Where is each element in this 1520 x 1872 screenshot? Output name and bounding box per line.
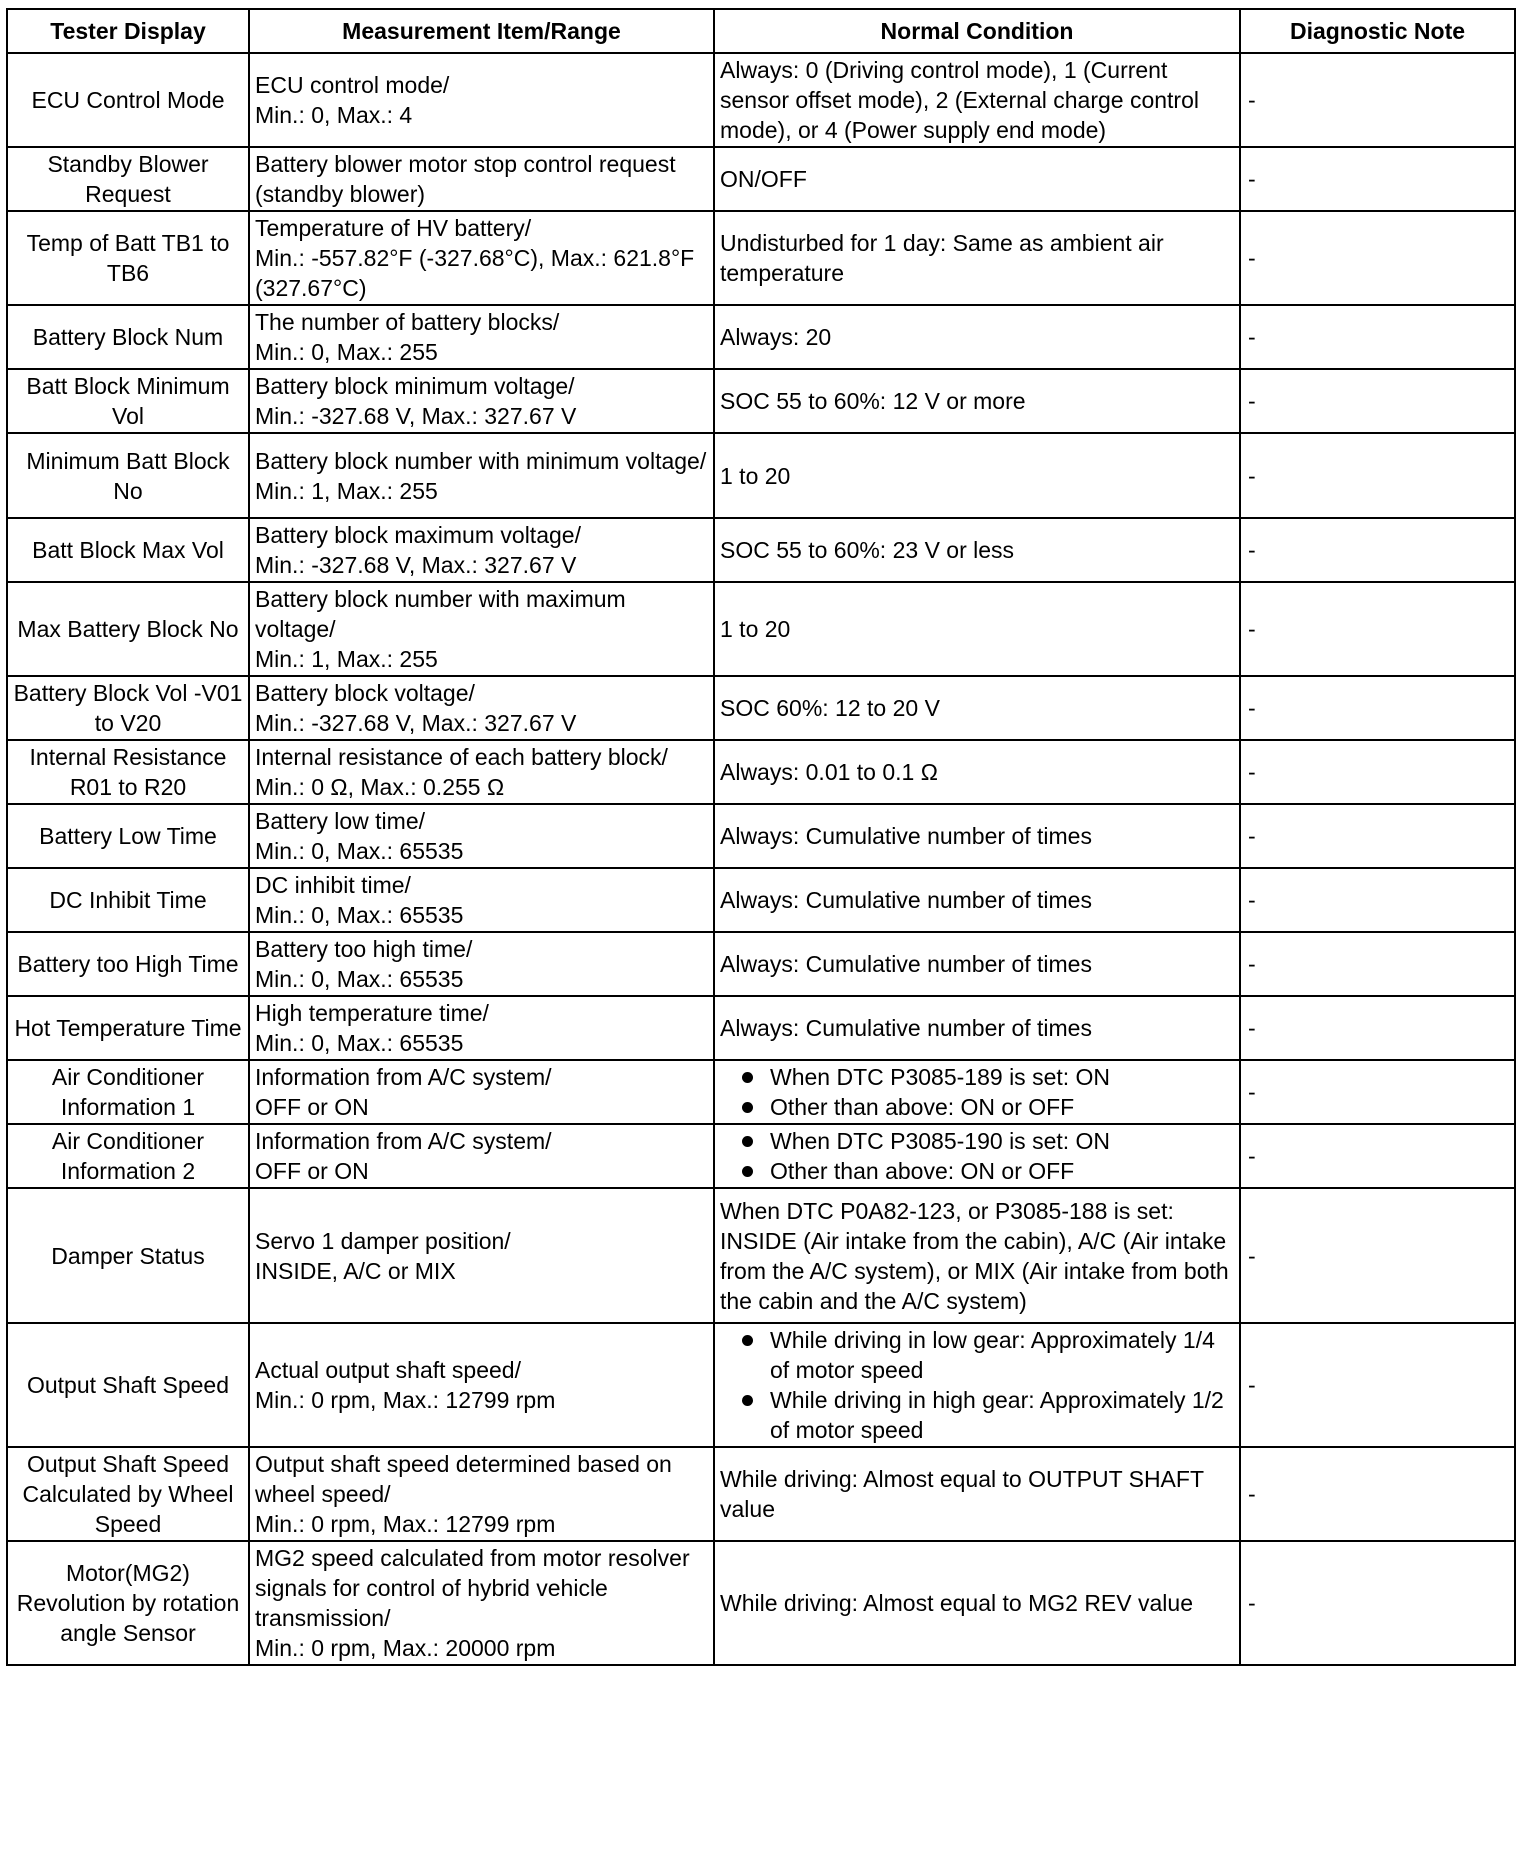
- header-normal-condition: Normal Condition: [714, 9, 1240, 53]
- measurement-item-cell: [249, 804, 714, 868]
- measurement-item-line: Battery block maximum voltage/: [255, 522, 581, 548]
- measurement-item-line: Min.: 0, Max.: 255: [255, 339, 438, 365]
- diagnostic-note-cell: -: [1240, 1541, 1515, 1665]
- measurement-item-line: Internal resistance of each battery block/: [255, 744, 668, 770]
- normal-condition-cell: SOC 60%: 12 to 20 V: [714, 676, 1240, 740]
- diagnostic-note-cell: -: [1240, 1447, 1515, 1541]
- tester-display-cell: Motor(MG2) Revolution by rotation angle Sensor: [7, 1541, 249, 1665]
- measurement-item-cell: [249, 1541, 714, 1665]
- tester-display-cell: Minimum Batt Block No: [7, 433, 249, 518]
- bullet-item: Other than above: ON or OFF: [720, 1156, 1234, 1186]
- measurement-item-line: Min.: -557.82°F (-327.68°C), Max.: 621.8°F (327.67°C): [255, 245, 695, 301]
- header-diagnostic-note: Diagnostic Note: [1240, 9, 1515, 53]
- diagnostic-note-cell: -: [1240, 1323, 1515, 1447]
- measurement-item-cell: [249, 147, 714, 211]
- diagnostic-note-cell: -: [1240, 868, 1515, 932]
- diagnostic-note-cell: -: [1240, 804, 1515, 868]
- normal-condition-cell: [714, 1323, 1240, 1447]
- tester-display-cell: Battery Block Num: [7, 305, 249, 369]
- table-row: [7, 582, 1515, 676]
- measurement-item-cell: [249, 676, 714, 740]
- measurement-item-cell: [249, 53, 714, 147]
- diagnostic-note-cell: -: [1240, 305, 1515, 369]
- tester-display-cell: Battery Low Time: [7, 804, 249, 868]
- measurement-item-cell: [249, 518, 714, 582]
- measurement-item-line: Battery block minimum voltage/: [255, 373, 575, 399]
- tester-display-cell: Temp of Batt TB1 to TB6: [7, 211, 249, 305]
- table-row: [7, 740, 1515, 804]
- table-row: [7, 369, 1515, 433]
- tester-display-cell: ECU Control Mode: [7, 53, 249, 147]
- measurement-item-cell: [249, 369, 714, 433]
- measurement-item-line: Min.: -327.68 V, Max.: 327.67 V: [255, 403, 577, 429]
- measurement-item-line: Min.: 0, Max.: 65535: [255, 902, 464, 928]
- table-row: [7, 996, 1515, 1060]
- table-row: [7, 1124, 1515, 1188]
- diagnostic-note-cell: -: [1240, 369, 1515, 433]
- diagnostic-note-cell: -: [1240, 1188, 1515, 1323]
- measurement-item-line: Actual output shaft speed/: [255, 1357, 521, 1383]
- tester-display-cell: Output Shaft Speed: [7, 1323, 249, 1447]
- measurement-item-line: Min.: 0, Max.: 65535: [255, 966, 464, 992]
- diagnostic-note-cell: -: [1240, 582, 1515, 676]
- table-row: [7, 147, 1515, 211]
- measurement-item-cell: [249, 211, 714, 305]
- measurement-item-line: Battery block voltage/: [255, 680, 475, 706]
- tester-display-cell: Internal Resistance R01 to R20: [7, 740, 249, 804]
- normal-condition-cell: While driving: Almost equal to OUTPUT SHAFT value: [714, 1447, 1240, 1541]
- diagnostic-note-cell: -: [1240, 932, 1515, 996]
- table-row: [7, 53, 1515, 147]
- measurement-item-line: Information from A/C system/: [255, 1128, 552, 1154]
- measurement-item-line: OFF or ON: [255, 1094, 369, 1120]
- normal-condition-list: [720, 1062, 1234, 1122]
- measurement-item-line: OFF or ON: [255, 1158, 369, 1184]
- header-row: [7, 9, 1515, 53]
- data-list-table: [6, 8, 1516, 1666]
- tester-display-cell: Damper Status: [7, 1188, 249, 1323]
- measurement-item-line: Battery block number with minimum voltage/: [255, 447, 707, 474]
- measurement-item-line: Min.: 0, Max.: 65535: [255, 1030, 464, 1056]
- header-tester-display: Tester Display: [7, 9, 249, 53]
- bullet-item: While driving in low gear: Approximately 1/4 of motor speed: [720, 1325, 1234, 1385]
- table-row: [7, 433, 1515, 518]
- normal-condition-cell: Undisturbed for 1 day: Same as ambient air temperature: [714, 211, 1240, 305]
- table-row: [7, 932, 1515, 996]
- table-row: [7, 676, 1515, 740]
- measurement-item-cell: [249, 996, 714, 1060]
- tester-display-cell: Air Conditioner Information 2: [7, 1124, 249, 1188]
- measurement-item-line: INSIDE, A/C or MIX: [255, 1257, 456, 1284]
- measurement-item-line: MG2 speed calculated from motor resolver signals for control of hybrid vehicle transmission/: [255, 1545, 690, 1631]
- table-row: [7, 1541, 1515, 1665]
- diagnostic-note-cell: -: [1240, 147, 1515, 211]
- normal-condition-cell: Always: Cumulative number of times: [714, 804, 1240, 868]
- table-row: [7, 305, 1515, 369]
- normal-condition-cell: When DTC P0A82-123, or P3085-188 is set: INSIDE (Air intake from the cabin), A/C (Air intake from the A/C system), or MIX (Air intake from both the cabin and the A/C system): [714, 1188, 1240, 1323]
- normal-condition-cell: 1 to 20: [714, 433, 1240, 518]
- tester-display-cell: Batt Block Minimum Vol: [7, 369, 249, 433]
- bullet-item: When DTC P3085-190 is set: ON: [720, 1126, 1234, 1156]
- normal-condition-cell: Always: 0 (Driving control mode), 1 (Current sensor offset mode), 2 (External charge control mode), or 4 (Power supply end mode): [714, 53, 1240, 147]
- table-row: [7, 1447, 1515, 1541]
- measurement-item-line: Min.: 0 rpm, Max.: 20000 rpm: [255, 1635, 556, 1661]
- bullet-item: When DTC P3085-189 is set: ON: [720, 1062, 1234, 1092]
- table-row: [7, 804, 1515, 868]
- table-row: [7, 1188, 1515, 1323]
- measurement-item-line: Min.: 0 Ω, Max.: 0.255 Ω: [255, 774, 505, 800]
- diagnostic-note-cell: -: [1240, 1124, 1515, 1188]
- measurement-item-line: Battery low time/: [255, 808, 425, 834]
- normal-condition-list: [720, 1325, 1234, 1445]
- measurement-item-cell: [249, 305, 714, 369]
- measurement-item-cell: [249, 932, 714, 996]
- measurement-item-line: Min.: 1, Max.: 255: [255, 646, 438, 672]
- normal-condition-cell: Always: 20: [714, 305, 1240, 369]
- tester-display-cell: DC Inhibit Time: [7, 868, 249, 932]
- measurement-item-line: Battery blower motor stop control request (standby blower): [255, 151, 676, 207]
- diagnostic-note-cell: -: [1240, 211, 1515, 305]
- normal-condition-cell: SOC 55 to 60%: 23 V or less: [714, 518, 1240, 582]
- normal-condition-cell: Always: 0.01 to 0.1 Ω: [714, 740, 1240, 804]
- tester-display-cell: Batt Block Max Vol: [7, 518, 249, 582]
- normal-condition-cell: 1 to 20: [714, 582, 1240, 676]
- bullet-item: While driving in high gear: Approximately 1/2 of motor speed: [720, 1385, 1234, 1445]
- measurement-item-line: Battery block number with maximum voltage/: [255, 586, 626, 642]
- tester-display-cell: Standby Blower Request: [7, 147, 249, 211]
- diagnostic-note-cell: -: [1240, 433, 1515, 518]
- measurement-item-line: Min.: 0 rpm, Max.: 12799 rpm: [255, 1387, 556, 1413]
- measurement-item-cell: [249, 433, 714, 518]
- measurement-item-cell: [249, 1124, 714, 1188]
- measurement-item-line: Min.: 0, Max.: 65535: [255, 838, 464, 864]
- normal-condition-cell: Always: Cumulative number of times: [714, 996, 1240, 1060]
- bullet-item: Other than above: ON or OFF: [720, 1092, 1234, 1122]
- measurement-item-line: The number of battery blocks/: [255, 309, 560, 335]
- measurement-item-line: DC inhibit time/: [255, 872, 411, 898]
- measurement-item-line: Output shaft speed determined based on wheel speed/: [255, 1451, 672, 1507]
- normal-condition-cell: [714, 1060, 1240, 1124]
- measurement-item-line: High temperature time/: [255, 1000, 489, 1026]
- measurement-item-cell: [249, 1447, 714, 1541]
- diagnostic-note-cell: -: [1240, 518, 1515, 582]
- normal-condition-cell: While driving: Almost equal to MG2 REV value: [714, 1541, 1240, 1665]
- diagnostic-note-cell: -: [1240, 740, 1515, 804]
- measurement-item-line: Battery too high time/: [255, 936, 473, 962]
- measurement-item-cell: [249, 740, 714, 804]
- normal-condition-cell: ON/OFF: [714, 147, 1240, 211]
- measurement-item-line: Min.: 0 rpm, Max.: 12799 rpm: [255, 1511, 556, 1537]
- normal-condition-cell: Always: Cumulative number of times: [714, 932, 1240, 996]
- measurement-item-line: Min.: -327.68 V, Max.: 327.67 V: [255, 552, 577, 578]
- tester-display-cell: Hot Temperature Time: [7, 996, 249, 1060]
- normal-condition-cell: Always: Cumulative number of times: [714, 868, 1240, 932]
- normal-condition-cell: [714, 1124, 1240, 1188]
- table-body: [7, 53, 1515, 1665]
- table-row: [7, 1323, 1515, 1447]
- measurement-item-cell: [249, 1060, 714, 1124]
- diagnostic-note-cell: -: [1240, 996, 1515, 1060]
- normal-condition-list: [720, 1126, 1234, 1186]
- measurement-item-line: Min.: -327.68 V, Max.: 327.67 V: [255, 710, 577, 736]
- diagnostic-note-cell: -: [1240, 676, 1515, 740]
- measurement-item-line: Min.: 0, Max.: 4: [255, 102, 413, 128]
- table-row: [7, 211, 1515, 305]
- measurement-item-cell: [249, 1323, 714, 1447]
- measurement-item-cell: [249, 582, 714, 676]
- measurement-item-line: Temperature of HV battery/: [255, 215, 532, 241]
- tester-display-cell: Battery Block Vol -V01 to V20: [7, 676, 249, 740]
- tester-display-cell: Output Shaft Speed Calculated by Wheel Speed: [7, 1447, 249, 1541]
- measurement-item-cell: [249, 1188, 714, 1323]
- tester-display-cell: Battery too High Time: [7, 932, 249, 996]
- measurement-item-cell: [249, 868, 714, 932]
- normal-condition-cell: SOC 55 to 60%: 12 V or more: [714, 369, 1240, 433]
- measurement-item-line: Information from A/C system/: [255, 1064, 552, 1090]
- measurement-item-line: ECU control mode/: [255, 72, 450, 98]
- measurement-item-line: Servo 1 damper position/: [255, 1227, 511, 1254]
- header-measurement-item: Measurement Item/Range: [249, 9, 714, 53]
- table-row: [7, 518, 1515, 582]
- table-row: [7, 1060, 1515, 1124]
- measurement-item-line: Min.: 1, Max.: 255: [255, 477, 438, 504]
- diagnostic-note-cell: -: [1240, 1060, 1515, 1124]
- tester-display-cell: Air Conditioner Information 1: [7, 1060, 249, 1124]
- diagnostic-note-cell: -: [1240, 53, 1515, 147]
- table-row: [7, 868, 1515, 932]
- tester-display-cell: Max Battery Block No: [7, 582, 249, 676]
